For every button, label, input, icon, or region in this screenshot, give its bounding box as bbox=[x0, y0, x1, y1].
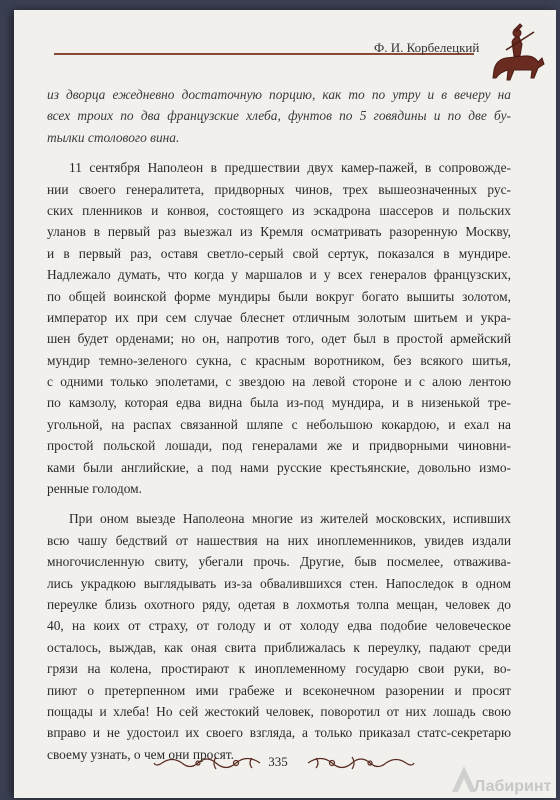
text-line: нии своего генералитета, придворных чинов, трех вышеозначенных рус- bbox=[47, 181, 511, 197]
text-line: своему узнать, о чем они просят. bbox=[47, 746, 234, 762]
running-header-author: Ф. И. Корбелецкий bbox=[374, 40, 480, 55]
paragraph bbox=[47, 508, 511, 765]
right-flourish-ornament bbox=[306, 752, 416, 774]
text-line: переулке близь охотного ряду, одетая в лохмотья толпа мещан, человек до bbox=[47, 596, 511, 612]
text-line: вправо и не удостоил их своего взгляда, а только приказал статс-секретарю bbox=[47, 725, 511, 741]
text-line: При оном выезде Наполеона многие из жителей московских, испивших bbox=[69, 511, 511, 527]
watermark-text: Лабиринт bbox=[474, 778, 552, 795]
text-line: Надлежало думать, что когда у маршалов и у всех генералов французских, bbox=[47, 267, 511, 283]
text-line: простой польской лошади, под генералами же и придворными чиновни- bbox=[47, 438, 511, 454]
text-line: грязи на колена, простирают к иноплеменному государю свои руки, во- bbox=[47, 661, 511, 677]
text-line: ками были английские, а под нами русские крестьянские, довольно измо- bbox=[47, 459, 511, 475]
page-number: 335 bbox=[268, 754, 288, 769]
hussar-rider-illustration bbox=[484, 20, 548, 84]
left-flourish-ornament bbox=[152, 752, 262, 774]
text-line: из дворца ежедневно достаточную порцию, как то по утру и в вечеру на bbox=[47, 87, 511, 102]
text-line: с одними только эполетами, с звездою на левой стороне и с алою лентою bbox=[47, 374, 511, 390]
text-line: император их при сем случае блеснет отличным золотым шитьем и укра- bbox=[47, 309, 511, 325]
text-line: ских пленников и конвоя, состоящего из эскадрона шассеров и польских bbox=[47, 202, 511, 218]
text-line: лись украдкою выглядывать из-за обвалившихся стен. Напоследок в одном bbox=[47, 575, 511, 591]
text-line: ренные голодом. bbox=[47, 481, 143, 497]
text-line: мундир темно-зеленого сукна, с красным воротником, без всякого шитья, bbox=[47, 352, 511, 368]
paragraph bbox=[47, 157, 511, 499]
text-line: 40, на коих от страху, от голоду и от холоду едва подобие человеческое bbox=[47, 618, 511, 634]
text-line: пощады и хлеба! Но сей жестокий человек, поворотил от них лошадь свою bbox=[47, 703, 511, 719]
paragraph-italic bbox=[47, 84, 511, 148]
text-line: уланов в первый раз выезжал из Кремля осматривать разоренную Москву, bbox=[47, 224, 511, 240]
text-line: 11 сентября Наполеон в предшествии двух камер-пажей, в сопровожде- bbox=[69, 160, 511, 176]
text-line: угольной, на распах связанной шляпе с небольшою кокардою, и ехал на bbox=[47, 416, 511, 432]
text-line: всех троих по два французские хлеба, фунтов по 5 говядины и по две бу- bbox=[47, 108, 511, 124]
body-text bbox=[47, 84, 511, 765]
text-line: шен будет орденами; но он, напротив того, одет был в простой армейский bbox=[47, 331, 511, 347]
text-line: пиют о претерпенном ими грабеже и всеконечном разорении и просят bbox=[47, 682, 511, 698]
text-line: осталось, выждав, как оная свита приближалась к переулку, падают среди bbox=[47, 639, 511, 655]
book-page bbox=[14, 10, 556, 798]
text-line: многочисленную свиту, убегали прочь. Другие, быв посмелее, отважива- bbox=[47, 554, 511, 570]
text-line: по камзолу, которая едва видна была из-под мундира, и в низенькой тре- bbox=[47, 395, 511, 411]
text-line: тылки столового вина. bbox=[47, 129, 180, 145]
text-line: по общей воинской форме мундиры были вокруг богато вышиты золотом, bbox=[47, 288, 511, 304]
text-line: и в первый раз, оставя светло-серый свой сертук, показался в мундире. bbox=[47, 245, 511, 261]
text-line: всю чашу бедствий от нашествия на них иноплеменников, увидев издали bbox=[47, 532, 511, 548]
